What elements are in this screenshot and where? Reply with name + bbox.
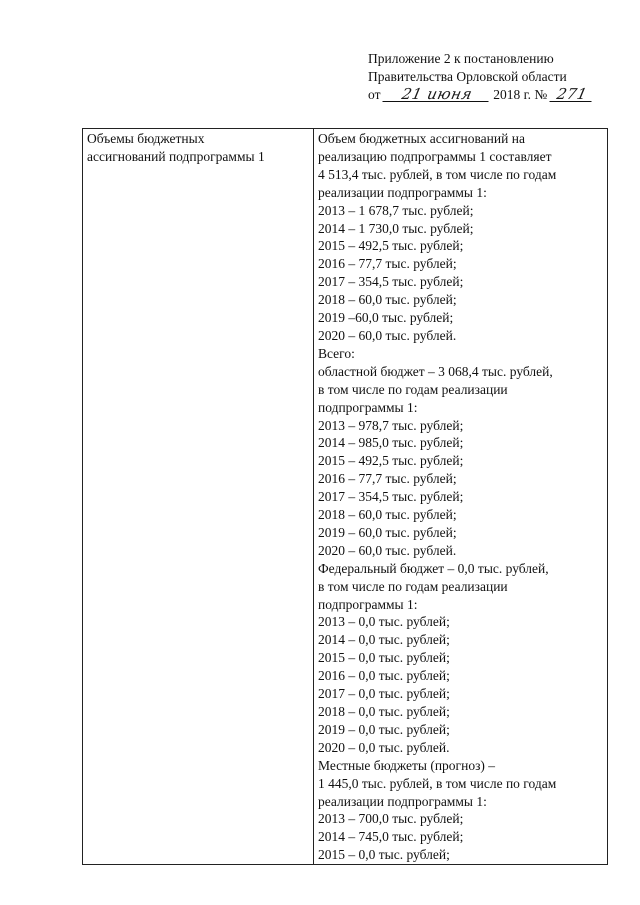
handwritten-number: 271 bbox=[549, 87, 594, 102]
budget-line: в том числе по годам реализации bbox=[318, 578, 508, 594]
budget-line: 2020 – 60,0 тыс. рублей. bbox=[318, 542, 457, 558]
budget-line: 2015 – 492,5 тыс. рублей; bbox=[318, 453, 464, 469]
left-title-line: Объемы бюджетных bbox=[87, 131, 205, 146]
budget-line: 4 513,4 тыс. рублей, в том числе по годам bbox=[318, 166, 557, 182]
budget-line: 2019 –60,0 тыс. рублей; bbox=[318, 310, 454, 326]
budget-line: 2019 – 60,0 тыс. рублей; bbox=[318, 524, 457, 540]
budget-line: 2019 – 0,0 тыс. рублей; bbox=[318, 721, 450, 737]
budget-line: 2015 – 0,0 тыс. рублей; bbox=[318, 650, 450, 666]
budget-line: 2016 – 77,7 тыс. рублей; bbox=[318, 471, 457, 487]
budget-line: 2016 – 0,0 тыс. рублей; bbox=[318, 668, 450, 684]
document-header bbox=[368, 50, 628, 104]
header-government-line: Правительства Орловской области bbox=[368, 69, 567, 84]
budget-line: 2020 – 60,0 тыс. рублей. bbox=[318, 327, 457, 343]
table-row bbox=[83, 129, 608, 865]
budget-line: 2014 – 745,0 тыс. рублей; bbox=[318, 829, 464, 845]
budget-line: подпрограммы 1: bbox=[318, 596, 418, 612]
budget-line: Всего: bbox=[318, 345, 355, 361]
left-cell bbox=[83, 129, 314, 865]
budget-line: 2017 – 354,5 тыс. рублей; bbox=[318, 274, 464, 290]
from-label: от bbox=[368, 87, 381, 102]
budget-line: реализации подпрограммы 1: bbox=[318, 793, 487, 809]
header-date-line bbox=[368, 86, 628, 104]
budget-line: областной бюджет – 3 068,4 тыс. рублей, bbox=[318, 363, 553, 379]
scan-artifact bbox=[128, 764, 142, 767]
budget-line: 2018 – 60,0 тыс. рублей; bbox=[318, 292, 457, 308]
budget-line: 2020 – 0,0 тыс. рублей. bbox=[318, 739, 450, 755]
budget-line: 2013 – 0,0 тыс. рублей; bbox=[318, 614, 450, 630]
header-appendix-line: Приложение 2 к постановлению bbox=[368, 51, 554, 66]
year-number-label: 2018 г. № bbox=[493, 87, 548, 102]
budget-line: 2017 – 354,5 тыс. рублей; bbox=[318, 489, 464, 505]
budget-line: Объем бюджетных ассигнований на bbox=[318, 131, 525, 146]
budget-line: 2014 – 0,0 тыс. рублей; bbox=[318, 632, 450, 648]
left-title-line: ассигнований подпрограммы 1 bbox=[87, 148, 265, 164]
budget-line: Местные бюджеты (прогноз) – bbox=[318, 757, 496, 773]
right-cell bbox=[314, 129, 608, 865]
budget-line: 2013 – 700,0 тыс. рублей; bbox=[318, 811, 464, 827]
budget-line: 2014 – 985,0 тыс. рублей; bbox=[318, 435, 464, 451]
budget-line: 2018 – 60,0 тыс. рублей; bbox=[318, 507, 457, 523]
budget-line: реализацию подпрограммы 1 составляет bbox=[318, 148, 552, 164]
budget-line: 2017 – 0,0 тыс. рублей; bbox=[318, 686, 450, 702]
budget-table bbox=[82, 128, 608, 865]
handwritten-date: 21 июня bbox=[382, 87, 491, 102]
budget-line: подпрограммы 1: bbox=[318, 399, 418, 415]
budget-line: 2015 – 0,0 тыс. рублей; bbox=[318, 847, 450, 863]
budget-line: 1 445,0 тыс. рублей, в том числе по годам bbox=[318, 775, 557, 791]
budget-line: 2013 – 978,7 тыс. рублей; bbox=[318, 417, 464, 433]
budget-line: реализации подпрограммы 1: bbox=[318, 184, 487, 200]
budget-line: в том числе по годам реализации bbox=[318, 381, 508, 397]
budget-line: 2015 – 492,5 тыс. рублей; bbox=[318, 238, 464, 254]
budget-line: 2014 – 1 730,0 тыс. рублей; bbox=[318, 220, 474, 236]
budget-line: 2013 – 1 678,7 тыс. рублей; bbox=[318, 202, 474, 218]
budget-line: 2016 – 77,7 тыс. рублей; bbox=[318, 256, 457, 272]
budget-line: Федеральный бюджет – 0,0 тыс. рублей, bbox=[318, 560, 549, 576]
budget-line: 2018 – 0,0 тыс. рублей; bbox=[318, 704, 450, 719]
